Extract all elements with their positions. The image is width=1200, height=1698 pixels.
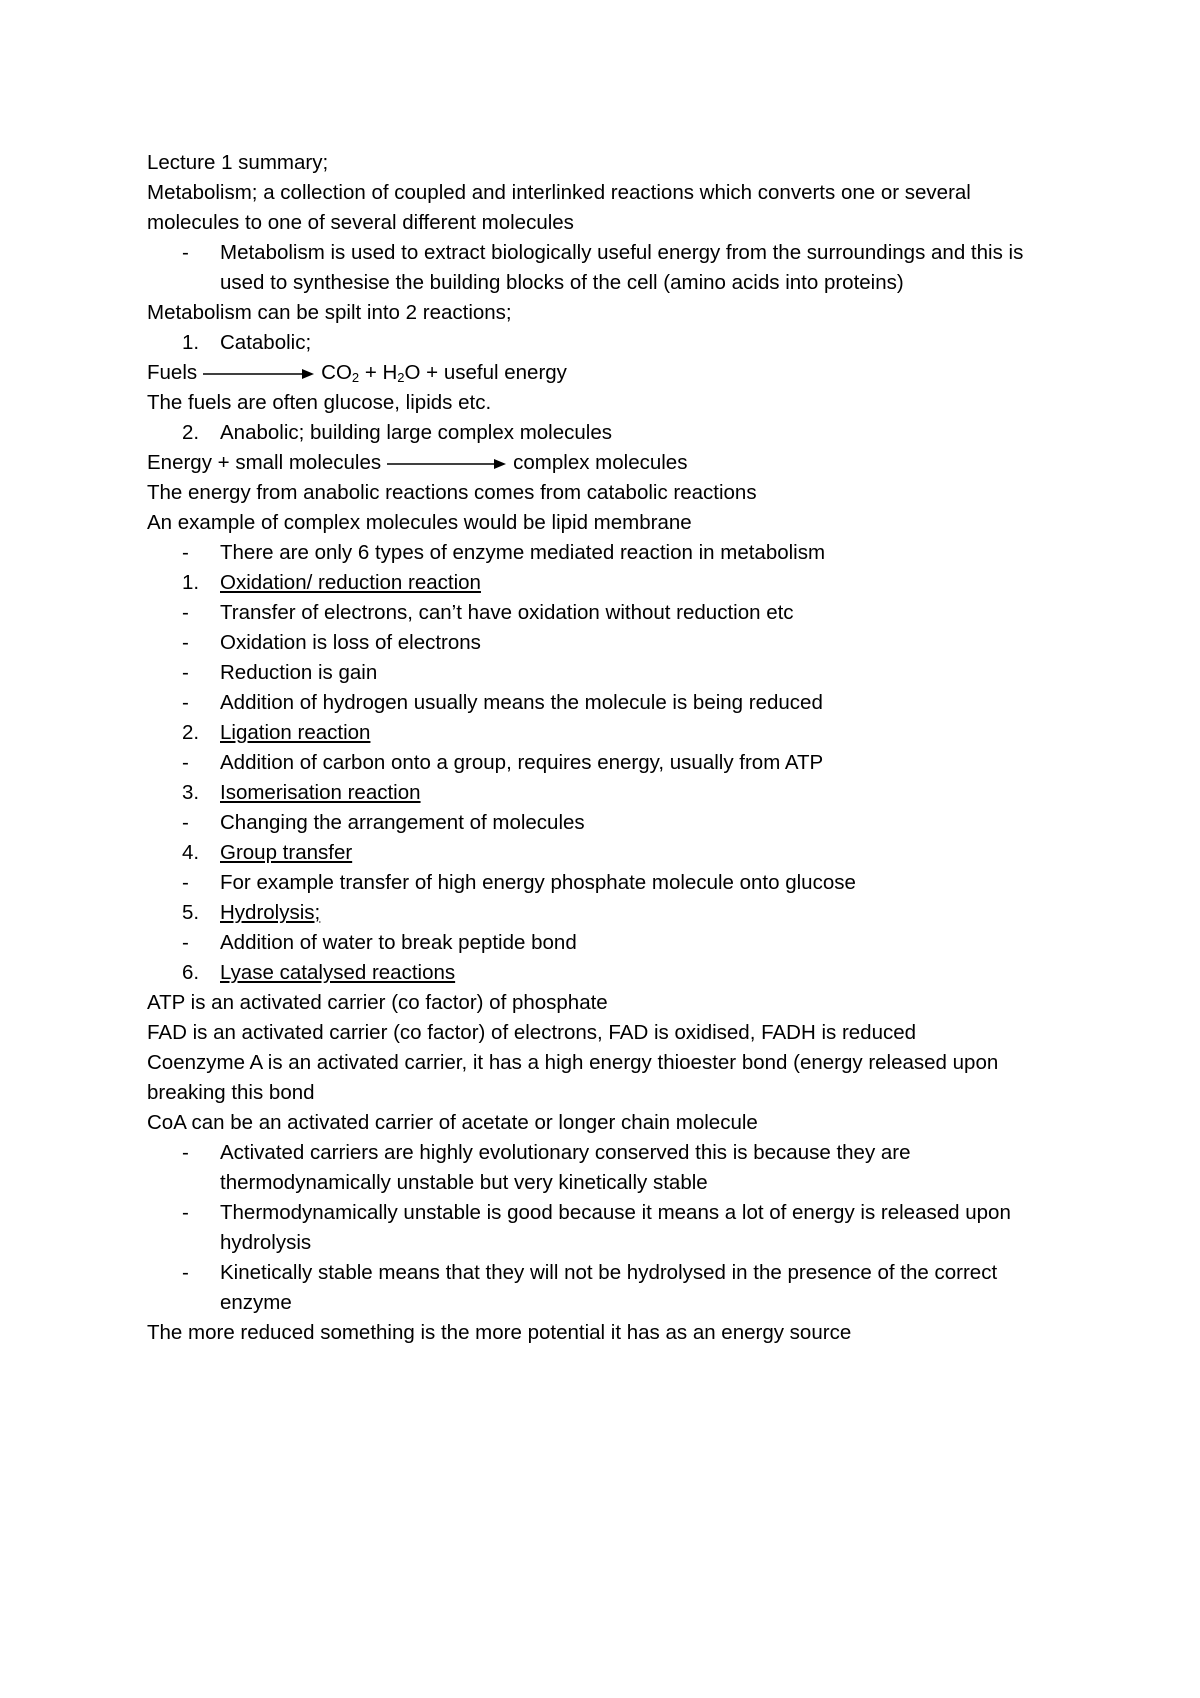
metabolism-split: Metabolism can be spilt into 2 reactions;: [147, 301, 512, 324]
number-marker: 2.: [182, 421, 200, 444]
dash-marker: -: [182, 631, 189, 654]
number-marker: 4.: [182, 841, 200, 864]
number-marker: 5.: [182, 901, 200, 924]
bullet-text: For example transfer of high energy phosphate molecule onto glucose: [220, 871, 856, 894]
fuels-note: The fuels are often glucose, lipids etc.: [147, 391, 492, 414]
dash-marker: -: [182, 931, 189, 954]
anabolic-energy: The energy from anabolic reactions comes from catabolic reactions: [147, 481, 757, 504]
anabolic-equation: [147, 448, 1067, 478]
arrow-right-icon: [203, 368, 315, 380]
bullet-item: [147, 868, 1067, 898]
bullet-text: Addition of water to break peptide bond: [220, 931, 577, 954]
equation-plus-h: + H: [359, 361, 398, 384]
number-marker: 2.: [182, 721, 200, 744]
bullet-item: [147, 658, 1067, 688]
atp-text: ATP is an activated carrier (co factor) of phosphate: [147, 991, 608, 1014]
equation-right: complex molecules: [513, 451, 688, 474]
bullet-item: [147, 808, 1067, 838]
dash-marker: -: [182, 1201, 189, 1224]
document-body: [147, 148, 1067, 1348]
equation-rest: O + useful energy: [404, 361, 567, 384]
reaction-heading: [147, 838, 1067, 868]
dash-marker: -: [182, 661, 189, 684]
bullet-text: Thermodynamically unstable is good because it means a lot of energy is released upon hydrolysis: [220, 1201, 1011, 1254]
reaction-name: Group transfer: [220, 841, 353, 864]
reaction-name: Lyase catalysed reactions: [220, 961, 456, 984]
bullet-item: [147, 628, 1067, 658]
bullet-text: Addition of hydrogen usually means the molecule is being reduced: [220, 691, 823, 714]
reaction-name: Hydrolysis;: [220, 901, 321, 924]
bullet-text: Changing the arrangement of molecules: [220, 811, 585, 834]
coenzyme-a-text: Coenzyme A is an activated carrier, it has a high energy thioester bond (energy released upon breaking this bond: [147, 1051, 999, 1104]
equation-co: CO: [321, 361, 352, 384]
reaction-heading: [147, 898, 1067, 928]
bullet-text: Kinetically stable means that they will not be hydrolysed in the presence of the correct enzyme: [220, 1261, 998, 1314]
reaction-name: Ligation reaction: [220, 721, 371, 744]
reaction-name: Oxidation/ reduction reaction: [220, 571, 481, 594]
bullet-text: There are only 6 types of enzyme mediated reaction in metabolism: [220, 541, 826, 564]
bullet-text: Transfer of electrons, can’t have oxidation without reduction etc: [220, 601, 794, 624]
dash-marker: -: [182, 1261, 189, 1284]
bullet-text: Activated carriers are highly evolutionary conserved this is because they are thermodynamically unstable but very kinetically stable: [220, 1141, 911, 1194]
dash-marker: -: [182, 541, 189, 564]
dash-marker: -: [182, 601, 189, 624]
dash-marker: -: [182, 871, 189, 894]
item-text: Anabolic; building large complex molecules: [220, 421, 612, 444]
bullet-item: [147, 598, 1067, 628]
equation-left: Fuels: [147, 361, 198, 384]
bullet-item: [147, 928, 1067, 958]
bullet-item: [147, 1138, 1067, 1198]
numbered-item-anabolic: [147, 418, 1067, 448]
dash-marker: -: [182, 691, 189, 714]
equation-sub-2b: 2: [397, 370, 405, 385]
bullet-text: Reduction is gain: [220, 661, 378, 684]
reaction-heading: [147, 778, 1067, 808]
bullet-item: [147, 688, 1067, 718]
complex-example: An example of complex molecules would be lipid membrane: [147, 511, 692, 534]
dash-marker: -: [182, 751, 189, 774]
number-marker: 6.: [182, 961, 200, 984]
bullet-item: [147, 1198, 1067, 1258]
bullet-text: Metabolism is used to extract biologically useful energy from the surroundings and this is used to synthesise the building blocks of the cell (amino acids into proteins): [220, 241, 1024, 294]
number-marker: 3.: [182, 781, 200, 804]
doc-title: Lecture 1 summary;: [147, 151, 329, 174]
bullet-item: [147, 538, 1067, 568]
dash-marker: -: [182, 1141, 189, 1164]
numbered-item-catabolic: [147, 328, 1067, 358]
catabolic-equation: [147, 358, 1067, 388]
equation-sub-2: 2: [351, 370, 360, 385]
bullet-item: [147, 748, 1067, 778]
reaction-name: Isomerisation reaction: [220, 781, 421, 804]
coa-text: CoA can be an activated carrier of acetate or longer chain molecule: [147, 1111, 758, 1134]
item-text: Catabolic;: [220, 331, 312, 354]
bullet-text: Addition of carbon onto a group, requires energy, usually from ATP: [220, 751, 824, 774]
fad-text: FAD is an activated carrier (co factor) of electrons, FAD is oxidised, FADH is reduced: [147, 1021, 917, 1044]
number-marker: 1.: [182, 571, 200, 594]
reaction-heading: [147, 958, 1067, 988]
bullet-text: Oxidation is loss of electrons: [220, 631, 481, 654]
dash-marker: -: [182, 811, 189, 834]
reaction-heading: [147, 568, 1067, 598]
reaction-heading: [147, 718, 1067, 748]
number-marker: 1.: [182, 331, 200, 354]
dash-marker: -: [182, 241, 189, 264]
metabolism-definition: Metabolism; a collection of coupled and interlinked reactions which converts one or several molecules to one of several different molecules: [147, 181, 971, 234]
bullet-item: [147, 238, 1067, 298]
reduced-text: The more reduced something is the more potential it has as an energy source: [147, 1321, 852, 1344]
equation-left: Energy + small molecules: [147, 451, 382, 474]
arrow-right-icon: [387, 458, 507, 470]
bullet-item: [147, 1258, 1067, 1318]
